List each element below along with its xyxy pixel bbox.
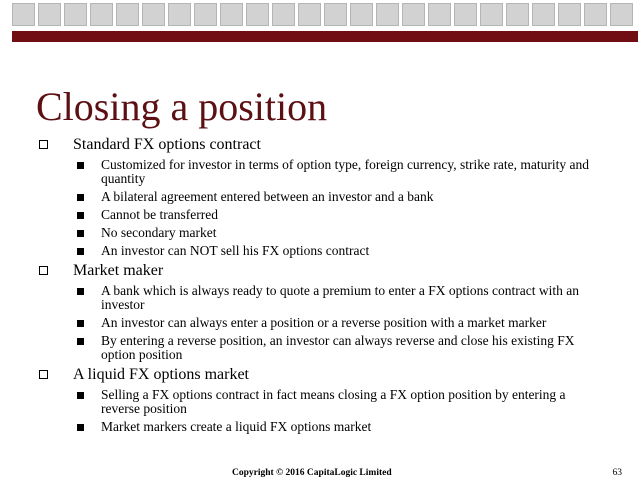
square-bullet-icon	[39, 140, 48, 149]
sub-bullet-text: No secondary market	[101, 225, 217, 240]
square-bullet-icon	[39, 266, 48, 275]
decorative-square	[64, 3, 87, 26]
sub-bullet-text: A bank which is always ready to quote a premium to enter a FX options contract with an investor	[101, 283, 580, 312]
sub-bullet	[36, 190, 606, 204]
sub-bullet	[36, 388, 606, 416]
decorative-square	[350, 3, 373, 26]
slide-content	[36, 136, 606, 438]
decorative-square	[12, 3, 35, 26]
bullet-text: A liquid FX options market	[73, 366, 249, 383]
slide-title: Closing a position	[36, 84, 328, 129]
decorative-square	[220, 3, 243, 26]
filled-square-bullet-icon	[77, 194, 84, 201]
filled-square-bullet-icon	[77, 248, 84, 255]
decorative-square	[272, 3, 295, 26]
square-bullet-icon	[39, 370, 48, 379]
slide-footer	[0, 466, 638, 480]
decorative-square	[376, 3, 399, 26]
filled-square-bullet-icon	[77, 392, 84, 399]
decorative-square	[428, 3, 451, 26]
header-decoration	[0, 0, 638, 45]
filled-square-bullet-icon	[77, 212, 84, 219]
filled-square-bullet-icon	[77, 320, 84, 327]
bullet-2	[36, 262, 606, 280]
bullet-text: Standard FX options contract	[73, 136, 261, 153]
header-bar	[12, 31, 638, 42]
filled-square-bullet-icon	[77, 230, 84, 237]
decorative-square	[402, 3, 425, 26]
bullet-text: Market maker	[73, 262, 164, 279]
decorative-square	[168, 3, 191, 26]
sub-bullet-text: An investor can always enter a position or a reverse position with a market marker	[101, 315, 547, 330]
decorative-square	[532, 3, 555, 26]
sub-bullet-text: Cannot be transferred	[101, 207, 218, 222]
sub-bullet-text: Market markers create a liquid FX options market	[101, 419, 372, 434]
decorative-square	[480, 3, 503, 26]
sub-bullet	[36, 244, 606, 258]
sub-bullet-text: Selling a FX options contract in fact means closing a FX option position by entering a reverse position	[101, 387, 566, 416]
sub-bullet	[36, 226, 606, 240]
bullet-3	[36, 366, 606, 384]
decorative-square	[610, 3, 633, 26]
sub-bullet	[36, 158, 606, 186]
sub-bullet	[36, 334, 606, 362]
decorative-square	[324, 3, 347, 26]
decorative-square	[584, 3, 607, 26]
decorative-squares	[12, 3, 638, 28]
decorative-square	[298, 3, 321, 26]
decorative-square	[558, 3, 581, 26]
decorative-square	[142, 3, 165, 26]
sub-bullet-text: Customized for investor in terms of option type, foreign currency, strike rate, maturity and quantity	[101, 157, 589, 186]
filled-square-bullet-icon	[77, 338, 84, 345]
sub-bullet-text: By entering a reverse position, an investor can always reverse and close his existing FX option position	[101, 333, 575, 362]
decorative-square	[90, 3, 113, 26]
decorative-square	[194, 3, 217, 26]
filled-square-bullet-icon	[77, 424, 84, 431]
sub-bullet	[36, 284, 606, 312]
sub-bullet	[36, 208, 606, 222]
decorative-square	[38, 3, 61, 26]
decorative-square	[454, 3, 477, 26]
copyright-text: Copyright © 2016 CapitaLogic Limited	[232, 468, 392, 478]
decorative-square	[116, 3, 139, 26]
sub-bullet-text: A bilateral agreement entered between an investor and a bank	[101, 189, 434, 204]
sub-bullet	[36, 420, 606, 434]
decorative-square	[246, 3, 269, 26]
filled-square-bullet-icon	[77, 288, 84, 295]
filled-square-bullet-icon	[77, 162, 84, 169]
sub-bullet-text: An investor can NOT sell his FX options contract	[101, 243, 370, 258]
sub-bullet	[36, 316, 606, 330]
bullet-1	[36, 136, 606, 154]
decorative-square	[506, 3, 529, 26]
page-number: 63	[612, 468, 622, 478]
